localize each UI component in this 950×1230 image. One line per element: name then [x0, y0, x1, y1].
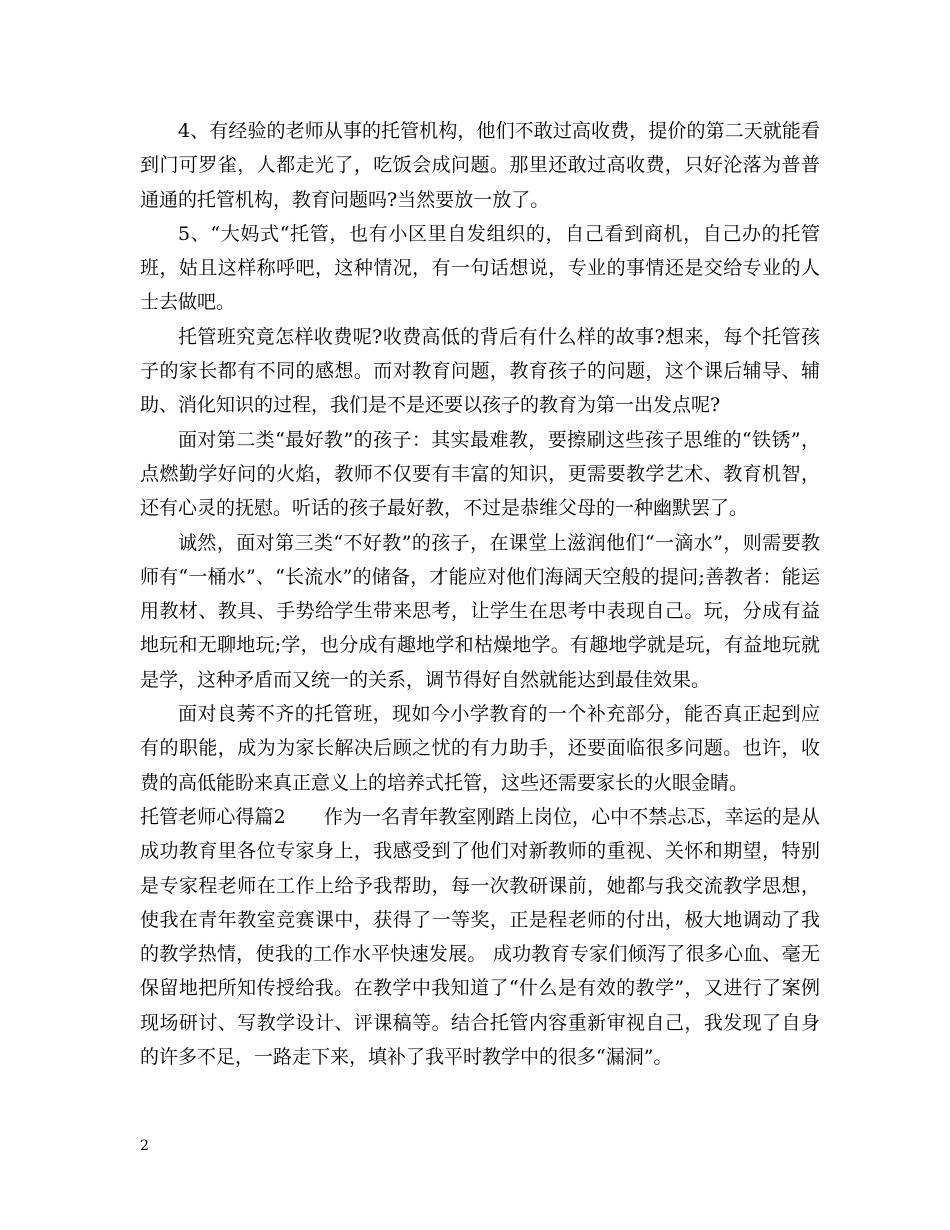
paragraph-second-type: 面对第二类“最好教”的孩子：其实最难教，要擦刷这些孩子思维的“铁锈”，点燃勤学好问的火焰，教师不仅要有丰富的知识，更需要教学艺术、教育机智，还有心灵的抚慰。听话的孩子最好教，不过是恭维父母的一种幽默罢了。 [140, 428, 820, 520]
paragraph-third-type: 诚然，面对第三类“不好教”的孩子，在课堂上滋润他们“一滴水”，则需要教师有“一桶水”、“长流水”的储备，才能应对他们海阔天空般的提问;善教者：能运用教材、教具、手势给学生带来思考，让学生在思考中表现自己。玩，分成有益地玩和无聊地玩;学，也分成有趣地学和枯燥地学。有趣地学就是玩，有益地玩就是学，这种矛盾而又统一的关系，调节得好自然就能达到最佳效果。 [140, 531, 820, 691]
document-body [140, 114, 820, 1074]
paragraph-fee-question: 托管班究竟怎样收费呢?收费高低的背后有什么样的故事?想来，每个托管孩子的家长都有不同的感想。而对教育问题，教育孩子的问题，这个课后辅导、辅助、消化知识的过程，我们是不是还要以孩子的教育为第一出发点呢? [140, 325, 820, 417]
paragraph-article-2: 托管老师心得篇2 作为一名青年教室刚踏上岗位，心中不禁忐忑，幸运的是从成功教育里各位专家身上，我感受到了他们对新教师的重视、关怀和期望，特别是专家程老师在工作上给予我帮助，每一次教研课前，她都与我交流教学思想，使我在青年教室竞赛课中，获得了一等奖，正是程老师的付出，极大地调动了我的教学热情，使我的工作水平快速发展。 成功教育专家们倾泻了很多心血、毫无保留地把所知传授给我。在教学中我知道了“什么是有效的教学”，又进行了案例现场研讨、写教学设计、评课稿等。结合托管内容重新审视自己，我发现了自身的许多不足，一路走下来，填补了我平时教学中的很多“漏洞”。 [140, 805, 820, 1069]
paragraph-conclusion: 面对良莠不齐的托管班，现如今小学教育的一个补充部分，能否真正起到应有的职能，成为为家长解决后顾之忧的有力助手，还要面临很多问题。也许，收费的高低能盼来真正意义上的培养式托管，这些还需要家长的火眼金睛。 [140, 703, 820, 794]
paragraph-point-4: 4、有经验的老师从事的托管机构，他们不敢过高收费，提价的第二天就能看到门可罗雀，人都走光了，吃饭会成问题。那里还敢过高收费，只好沦落为普普通通的托管机构，教育问题吗?当然要放一放了。 [140, 120, 820, 211]
paragraph-point-5: 5、“大妈式“托管，也有小区里自发组织的，自己看到商机，自己办的托管班，姑且这样称呼吧，这种情况，有一句话想说，专业的事情还是交给专业的人士去做吧。 [140, 222, 820, 314]
page-number: 2 [140, 1138, 149, 1154]
